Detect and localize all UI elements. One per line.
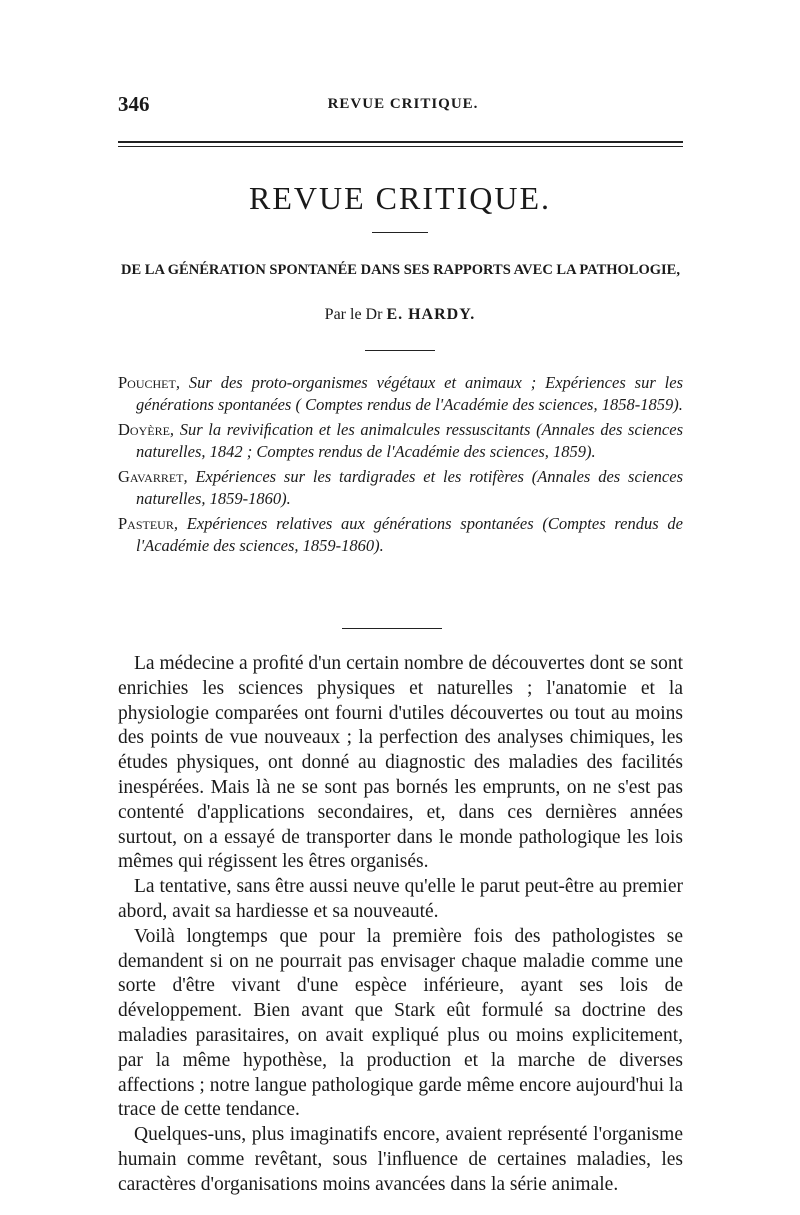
reference-text: , Expériences relatives aux générations spontanées (Comptes rendus de l'Académie des sciences, 1859-1860).	[136, 514, 683, 555]
reference-author: Gavarret	[118, 467, 184, 486]
page-number: 346	[118, 92, 150, 116]
reference-item	[118, 419, 683, 463]
reference-author: Pouchet	[118, 373, 176, 392]
body-text	[118, 652, 683, 1198]
reference-author: Doyère	[118, 420, 170, 439]
paragraph: La médecine a proﬁté d'un certain nombre de découvertes dont se sont enrichies les sciences physiques et naturelles ; l'anatomie et la physiologie comparées ont fourni d'utiles découvertes ou tout au moins des points de vue nouveaux ; la perfection des analyses chimiques, les études physiques, ont donné au diagnostic des maladies des facilités inespérées. Mais là ne se sont pas bornés les emprunts, on ne s'est pas contenté d'applications secondaires, et, dans ces dernières années surtout, on a essayé de transporter dans le monde pathologique les lois mêmes qui régissent les êtres organisés.	[118, 653, 683, 873]
paragraph: Voilà longtemps que pour la première fois des pathologistes se demandent si on ne pourrait pas envisager chaque maladie comme une sorte d'être vivant d'une espèce inférieure, ayant ses lois de développement. Bien avant que Stark eût formulé sa doctrine des maladies parasitaires, on avait expliqué plus ou moins explicitement, par la même hypothèse, la production et la marche de diverses affections ; notre langue pathologique garde même encore aujourd'hui la trace de cette tendance.	[118, 925, 683, 1121]
article-title: DE LA GÉNÉRATION SPONTANÉE DANS SES RAPPORTS AVEC LA PATHOLOGIE,	[121, 262, 680, 278]
header-rule-thin	[118, 146, 683, 147]
reference-list	[118, 372, 683, 560]
section-divider	[342, 628, 442, 629]
reference-item	[118, 466, 683, 510]
running-title: REVUE CRITIQUE.	[327, 96, 479, 112]
byline-author: E. HARDY.	[386, 306, 476, 323]
paragraph: Quelques-uns, plus imaginatifs encore, avaient représenté l'organisme humain comme revêtant, sous l'inﬂuence de certaines maladies, les caractères d'organisations moins avancées dans la série animale.	[118, 1124, 683, 1195]
reference-text: , Sur des proto-organismes végétaux et animaux ; Expériences sur les générations spontanées ( Comptes rendus de l'Académie des sciences, 1858-1859).	[136, 373, 683, 414]
running-head	[118, 92, 688, 122]
reference-item	[118, 372, 683, 416]
byline-divider	[365, 350, 435, 351]
reference-text: , Expériences sur les tardigrades et les rotifères (Annales des sciences naturelles, 1859-1860).	[136, 467, 683, 508]
byline	[0, 306, 800, 324]
header-rule	[118, 141, 683, 143]
title-divider	[372, 232, 428, 233]
byline-prefix: Par le Dr	[324, 306, 383, 323]
reference-author: Pasteur	[118, 514, 174, 533]
reference-text: , Sur la reviviﬁcation et les animalcules ressuscitants (Annales des sciences naturelles, 1842 ; Comptes rendus de l'Académie des sciences, 1859).	[136, 420, 683, 461]
section-title: REVUE CRITIQUE.	[249, 180, 551, 216]
reference-item	[118, 513, 683, 557]
paragraph: La tentative, sans être aussi neuve qu'elle le parut peut-être au premier abord, avait sa hardiesse et sa nouveauté.	[118, 876, 683, 922]
